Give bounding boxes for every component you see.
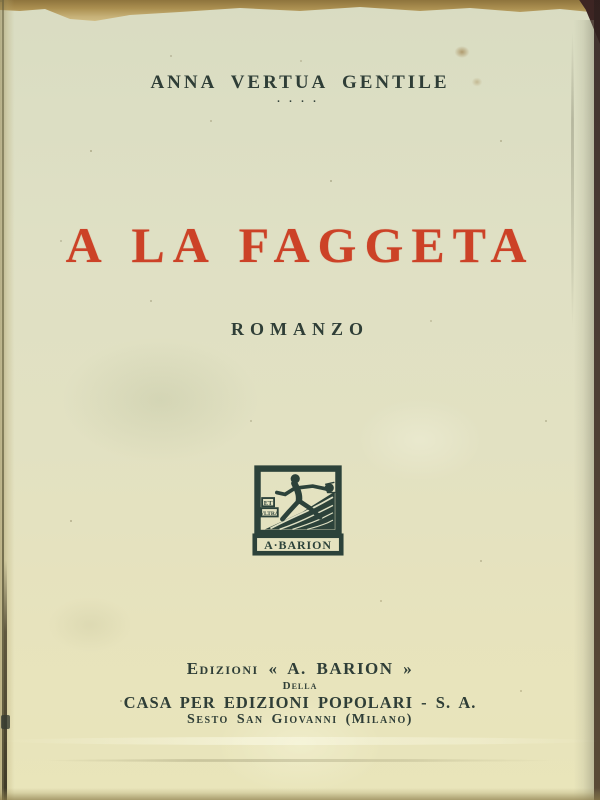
worn-bottom-edge (0, 788, 600, 800)
emblem-publisher-name: A·BARION (264, 538, 332, 553)
publisher-line-casa: CASA PER EDIZIONI POPOLARI - S. A. (123, 693, 477, 712)
publisher-emblem (252, 464, 344, 556)
paper-speckles (0, 0, 2, 2)
genre-label: ROMANZO (231, 319, 369, 339)
worn-top-edge (0, 0, 600, 24)
emblem-motto-et: ET (263, 499, 273, 507)
emblem-motto-ultra: VLTRA (260, 511, 279, 518)
paper-wrinkle (40, 759, 560, 762)
publisher-line-editions: Edizioni « A. BARION » (186, 659, 414, 678)
book-title: A LA FAGGETA (65, 217, 535, 273)
emblem-motto-blocks (260, 498, 279, 517)
paper-wrinkle-highlight (0, 737, 600, 745)
publisher-line-city: Sesto San Giovanni (Milano) (187, 712, 413, 727)
author-dots-ornament: ···· (276, 94, 324, 110)
author-name: ANNA VERTUA GENTILE (150, 72, 450, 93)
publisher-line-della: Della (282, 680, 318, 692)
